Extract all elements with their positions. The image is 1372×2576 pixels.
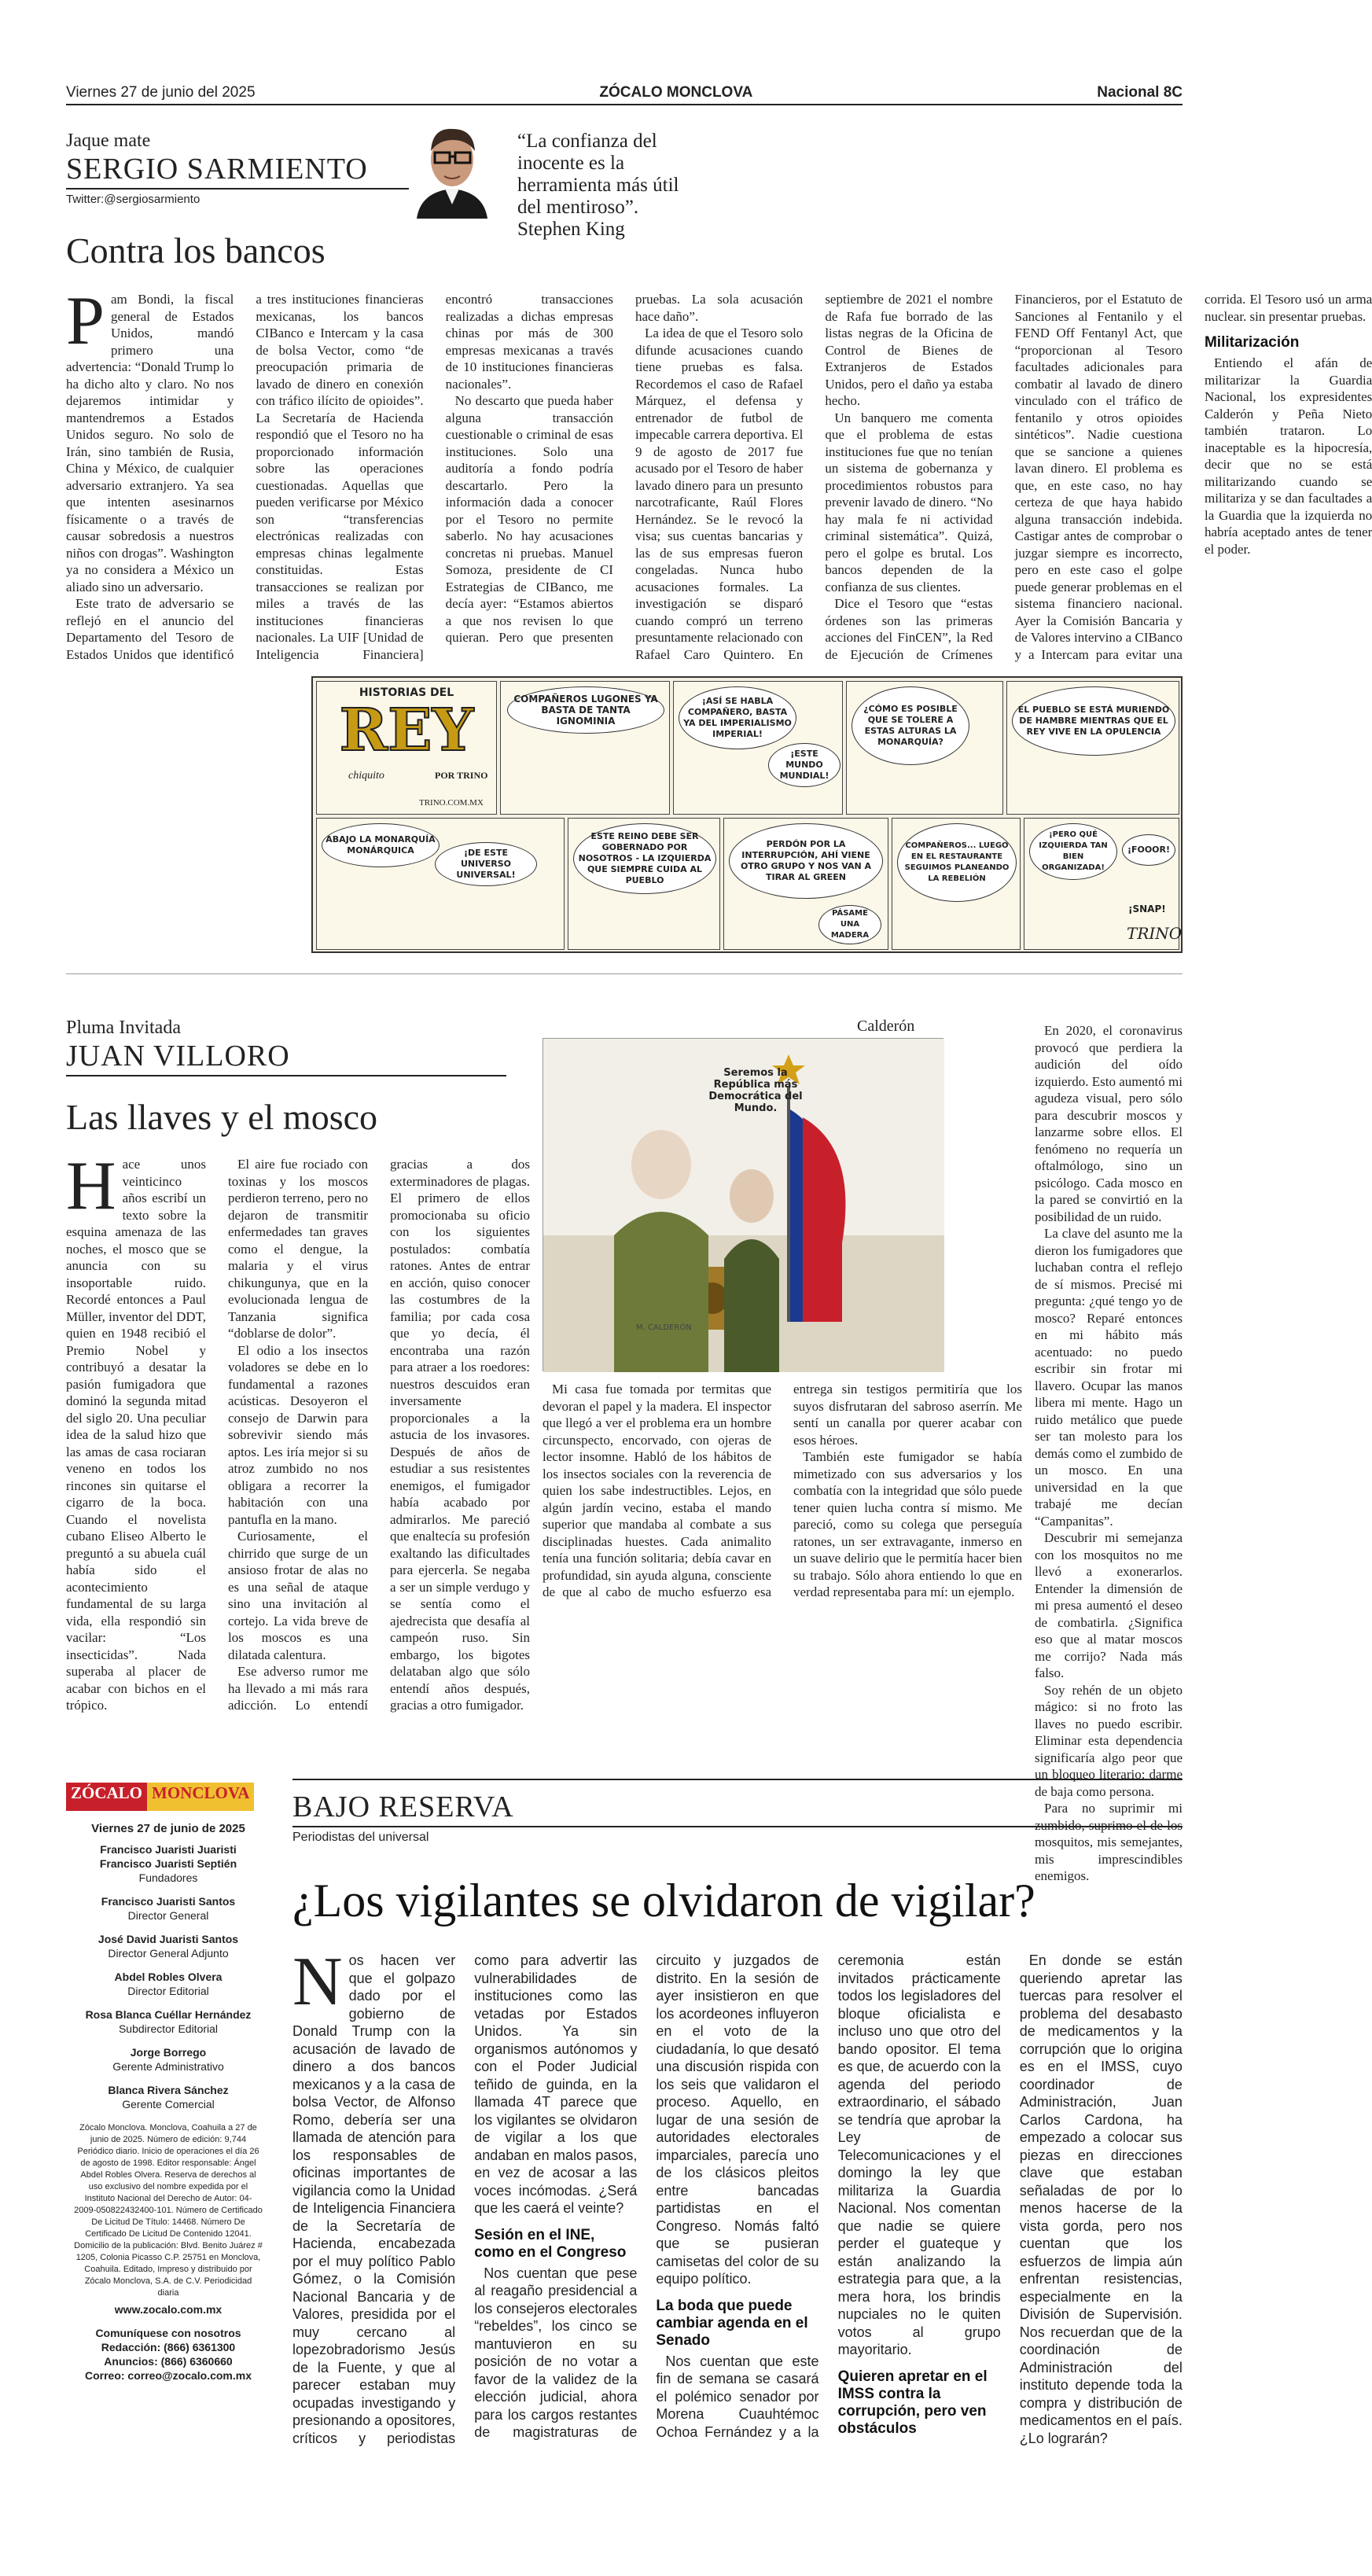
comic-panel — [846, 681, 1003, 815]
cartoon-caption: Seremos la República más Democrática del Mundo. — [708, 1067, 803, 1114]
staff-role: Subdirector Editorial — [118, 2022, 219, 2035]
subhead: Quieren apretar en el IMSS contra la corrupción, pero ven obstáculos — [837, 2368, 988, 2437]
author-photo — [409, 116, 495, 219]
website: www.zocalo.com.mx — [114, 2303, 223, 2316]
drop-cap: N — [292, 1944, 343, 2020]
masthead-logo — [66, 1783, 270, 1811]
comic-title-big: REY — [339, 697, 474, 764]
epigraph — [517, 131, 690, 241]
column-kicker: Jaque mate — [66, 131, 151, 151]
paragraph: Un banquero me comenta que el problema de estas instituciones fue que no tenían un sistema de gobernanza y procedimientos robustos para prevenir lavado de dinero. “No hay mala fe ni actividad criminal sistemática”. Quizá, pero el golpe es brutal. Los bancos dependen de la confianza de sus clientes. — [825, 410, 993, 594]
masthead-sidebar — [66, 1783, 270, 2549]
article-right-column — [1035, 1022, 1183, 1883]
column-kicker: Pluma Invitada — [66, 1018, 181, 1038]
comic-panel — [1006, 681, 1179, 815]
header-paper: ZÓCALO MONCLOVA — [599, 84, 753, 101]
author-twitter: Twitter:@sergiosarmiento — [66, 193, 200, 206]
header-section: Nacional 8C — [1097, 84, 1183, 101]
article-left-columns — [66, 1148, 530, 1728]
speech-bubble: EL PUEBLO SE ESTÁ MURIENDO DE HAMBRE MIENTRAS QUE EL REY VIVE EN LA OPULENCIA — [1012, 686, 1175, 756]
comic-panel — [1024, 818, 1183, 950]
speech-bubble: ¡ESTE MUNDO MUNDIAL! — [768, 743, 840, 787]
contact-line: Anuncios: (866) 6360660 — [104, 2355, 233, 2368]
staff-role: Director General — [127, 1909, 209, 1922]
comic-byline: POR TRINO — [435, 770, 488, 781]
paragraph: Nos cuentan que pese al reagaño presidencial a los consejeros electorales “rebeldes”, los cinco se mantuvieron en su posición de no votar a favor de la validez de la elección judicial, ahora para los cargos restantes de magistraturas de circuito y juzgados de distrito. En la sesión de ayer insistieron en que los acordeones influyeron en el voto de la ciudadanía, lo que desató una discusión rispida con los seis que validaron el proceso. Aquello, en lugar de una sesión de autoridades electorales imparciales, parecía uno de los clásicos pleitos entre bancadas partidistas en el Congreso. Nomás faltó que se pusieran camisetas del color de su equipo político. — [474, 1952, 819, 2440]
staff-name: Rosa Blanca Cuéllar Hernández — [85, 2008, 252, 2021]
staff-role: Gerente Comercial — [122, 2098, 215, 2110]
speech-bubble: ESTE REINO DEBE SER GOBERNADO POR NOSOTROS - LA IZQUIERDA QUE SIEMPRE CUIDA AL PUEBLO — [573, 823, 716, 894]
staff-name: Jorge Borrego — [130, 2046, 207, 2059]
staff-name: Abdel Robles Olvera — [114, 1971, 223, 1983]
paragraph: El aire fue rociado con toxinas y los moscos perdieron terreno, pero no dejaron de transmitir enfermedades tan graves como el dengue, la malaria y el virus chikungunya, que en la evolucionada lengua de Tanzania significa “doblarse de dolor”. — [228, 1157, 368, 1341]
paragraph: os hacen ver que el golpazo dado por el gobierno de Donald Trump con la acusación de lavado de dinero a dos bancos mexicanos y a la casa de bolsa Vector, de Alfonso Romo, debería ser una llamada de atención para los responsables de oficinas importantes de vigilancia como la Unidad de Inteligencia Financiera de la Secretaría de Hacienda, encabezada por el muy político Pablo Gómez, o la Comisión Nacional Bancaria y de Valores, presidida por el muy cercano al lopezobradorismo Jesús de la Fuente, y que al parecer estaban muy ocupadas investigando y presionando a opositores, críticos y periodistas como para advertir las vulnerabilidades de instituciones como las vetadas por Estados Unidos. Ya sin organismos autónomos y con el Poder Judicial teñido de guinda, en la llamada 4T parece que los vigilantes se olvidaron de vigilar a los que andaban en malos pasos, en vez de acosar a las voces incómodas. ¿Será que les caerá el veinte? — [292, 1952, 638, 2446]
column-author: JUAN VILLORO — [66, 1039, 506, 1076]
founder-name: Francisco Juaristi Septién — [99, 1857, 237, 1870]
cartoonist-name: Calderón — [857, 1018, 915, 1035]
header-date: Viernes 27 de junio del 2025 — [66, 84, 256, 101]
comic-subtitle: chiquito — [348, 770, 384, 782]
paragraph: No descarto que pueda haber alguna transacción cuestionable o criminal de esas instituciones. Solo una auditoría a fondo podría descartarlo. Pero la información dada a conocer por el Tesoro no permite saberlo. No hay acusaciones concretas ni pruebas. Manuel Somoza, presidente de CI Estrategias de CIBanco, me decía ayer: “Estamos abiertos a que nos revisen lo que quieran. Pero que presenten pruebas. La sola acusación hace daño”. — [445, 292, 804, 645]
comic-panel — [673, 681, 843, 815]
legal-notice: Zócalo Monclova. Monclova, Coahuila a 27 de junio de 2025. Número de edición: 9,744 Periódico diario. Inicio de operaciones el día 26 de agosto de 1998. Editor responsable: Ángel Abdel Robles Olvera. Reserva de derechos al uso exclusivo del nombre expedida por el Instituto Nacional del Derecho de Autor: 04-2009-050822432400-101. Número de Certificado De Licitud De Título: 14468. Número De Certificado De Licitud De Contenido 12041. Domicilio de la publicación: Blvd. Benito Juárez # 1205, Colonia Picasso C.P. 25751 en Monclova, Coahuila. Editado, Impreso y distribuido por Zócalo Monclova, S.A. de C.V. Periodicidad diaria — [74, 2123, 263, 2298]
column-byline — [66, 1018, 506, 1076]
paragraph: am Bondi, la fiscal general de Estados Unidos, mandó primero una advertencia: “Donald Trump lo ha dicho alto y claro. No nos dejaremos intimidar y mantendremos a Estados Unidos seguro. No solo de Irán, sino también de Rusia, China y México, de cualquier adversario extranjero. Ya sea que intenten asesinarnos físicamente o a través de causar sobredosis a nuestros niños con drogas”. Washington ya no considera a México un aliado sino un adversario. — [66, 292, 234, 594]
comic-strip — [311, 676, 1183, 953]
speech-bubble: COMPAÑEROS... LUEGO EN EL RESTAURANTE SEGUIMOS PLANEANDO LA REBELIÓN — [897, 823, 1017, 902]
speech-bubble: PÁSAME UNA MADERA — [818, 905, 881, 944]
paragraph: ace unos veinticinco años escribí un texto sobre la esquina amenaza de las noches, el mosco que se anuncia con su insoportable ruido. Recordé entonces a Paul Müller, inventor del DDT, quien en 1948 recibió el Premio Nobel y contribuyó a desatar la pasión fumigadora que dominó la segunda mitad del siglo 20. Una peculiar idea de la salud hizo que las amas de casa rociaran veneno en todos los rincones sin quitarse el cigarro de la boca. Cuando el novelista cubano Eliseo Alberto le preguntó a su abuela cuál había sido el acontecimiento fundamental de su larga vida, ella respondió sin vacilar: “Los insecticidas”. Nada superaba al placer de acabar con bichos en el trópico. — [66, 1157, 206, 1713]
subhead: Sesión en el INE, como en el Congreso — [474, 2226, 627, 2261]
founders-role: Fundadores — [138, 1871, 198, 1884]
section-title: BAJO RESERVA — [292, 1790, 1183, 1827]
section-subtitle: Periodistas del universal — [292, 1831, 429, 1844]
logo-part-zocalo: ZÓCALO — [66, 1783, 147, 1811]
drop-cap: P — [66, 283, 105, 359]
article-title: Contra los bancos — [66, 230, 326, 270]
contact-title: Comuníquese con nosotros — [95, 2327, 241, 2339]
subhead: La boda que puede cambiar agenda en el Senado — [656, 2297, 808, 2349]
article-body-bajo-reserva — [292, 1944, 1183, 2549]
comic-panel — [316, 818, 565, 950]
paragraph: Nos cuentan que este fin de semana se casará el polémico senador por Morena Cuauhtémoc Ochoa Fernández y a la ceremonia están invitados prácticamente todos los legisladores del bloque oficialista e incluso uno que otro del bando opositor. El tema es que, de acuerdo con la agenda del periodo extraordinario, el sábado se tendría que aprobar la Ley de Telecomunicaciones y el domingo la ley que militariza la Guardia Nacional. Nos comentan que nadie se quiere perder el guateque y están analizando la estrategia para que, a la mera hora, los brindis nupciales no le quiten votos al grupo mayoritario. — [656, 1952, 1001, 2440]
speech-bubble: ¡DE ESTE UNIVERSO UNIVERSAL! — [435, 842, 537, 886]
article-body-sarmiento — [66, 283, 1372, 667]
column-author: SERGIO SARMIENTO — [66, 152, 412, 190]
comic-sfx: ¡SNAP! — [1128, 903, 1166, 914]
paragraph: Curiosamente, el chirrido que surge de un ansioso frotar de alas no es una señal de ataque sino una invitación al cortejo. La vida breve de los moscos es una dilatada calentura. — [228, 1529, 368, 1662]
paragraph: Mi casa fue tomada por termitas que devoran el papel y la madera. El inspector que llegó a ver el problema era un hombre circunspecto, encorvado, con ojeras de lector insomne. Habló de los hábitos de los insectos sociales con la reverencia de quien los sabe indestructibles. Lejos, en algún jardín vecino, estaba el mando superior que mandaba al combate a sus disciplinadas huestes. Cada animalito tenía una función solitaria; debía cavar en profundidad, sin ayuda alguna, consciente de que al cabo de mucho esfuerzo esa entrega sin testigos permitiría que los suyos disfrutaran del sabroso aserrín. Me sentí un canalla por querer acabar con esos héroes. — [543, 1382, 1022, 1599]
paragraph: Este trato de adversario se reflejó en el anuncio del Departamento del Tesoro de Estados Unidos que identificó a tres instituciones financieras mexicanas, los bancos CIBanco e Intercam y la casa de bolsa Vector, como “de preocupación primaria de lavado de dinero en conexión con tráfico ilícito de opioides”. La Secretaría de Hacienda respondió que el Tesoro no ha proporcionado información sobre las operaciones cuestionadas. Aquellas que pueden verificarse por México son “transferencias electrónicas realizadas con empresas chinas legalmente constituidas. Estas transacciones se realizan por miles a través de las instituciones financieras nacionales. La UIF [Unidad de Inteligencia Financiera] encontró transacciones realizadas a dichas empresas chinas por más de 300 empresas mexicanas a través de 10 instituciones financieras nacionales”. — [66, 292, 613, 662]
founder-name: Francisco Juaristi Juaristi — [100, 1843, 237, 1856]
paragraph: También este fumigador se había mimetizado con sus adversarios y los combatía con la integridad que sólo puede tener quien lucha contra sí mismo. Me pareció, como su colega que perseguía ratones, un ser extravagante, inmerso en un suave delirio que le permitía hacer bien su trabajo. Sólo ahora entiendo lo que en verdad representaba para mí: un ejemplo. — [793, 1449, 1022, 1599]
column-byline — [66, 131, 412, 206]
staff-role: Director General Adjunto — [108, 1947, 229, 1960]
epigraph-author: Stephen King — [517, 219, 625, 240]
page-header — [66, 82, 1183, 105]
paragraph: La clave del asunto me la dieron los fumigadores que luchaban contra el reflejo de sí mismos. Precisé mi pregunta: ¿qué tengo yo de mosco? Reparé entonces en mi hábito más acentuado: no puedo escribir sin frotar mi llavero. Ocupar las manos libera mi mente. Hago un ruido metálico que puede ser tan molesto para los demás como el zumbido de un mosco. En una universidad en la que trabajé me decían “Campanitas”. — [1035, 1226, 1183, 1529]
contact-line: Correo: correo@zocalo.com.mx — [84, 2369, 252, 2382]
paragraph: Para no suprimir mi zumbido, suprimo el de los mosquitos, mis semejantes, mis imprescindibles enemigos. — [1035, 1801, 1183, 1883]
paragraph: Dice el Tesoro que “estas órdenes son las primeras acciones del FinCEN”, la Red de Ejecución de Crímenes Financieros, por el Estatuto de Sanciones al Fentanilo y el FEND Off Fentanyl Act, que “proporcionan al Tesoro facultades adicionales para combatir al lavado de dinero vinculado con el tráfico de fentanilo y otros opioides sintéticos”. Nadie cuestiona que se sancione a quienes lavan dinero. El problema es que, en este caso, no hay certeza de que haya habido alguna transacción indebida. Castigar antes de comprobar o juzgar siempre es incorrecto, pero en este caso el golpe puede generar problemas en el sistema financiero nacional. Ayer la Comisión Bancaria y de Valores intervino a CIBanco y a Intercam para evitar una corrida. El Tesoro usó un arma nuclear. sin presentar pruebas. — [825, 292, 1372, 662]
comic-panel — [892, 818, 1021, 950]
paragraph: Ese adverso rumor me ha llevado a mi más rara adicción. Lo entendí gracias a dos exterminadores de plagas. El primero de ellos promocionaba su oficio con los siguientes postulados: combatía ratones. Antes de entrar en acción, quiso conocer las costumbres de la familia; por cada cosa que yo decía, él encontraba una razón para atraer a los roedores: nuestros descuidos eran inversamente proporcionales a la astucia de los invasores. Después de años de estudiar a sus resistentes enemigos, el fumigador había acabado por admirarlos. Me pareció que enaltecía su profesión exaltando las dificultades para ejercerla. Se negaba a ser un simple verdugo y se sentía como el ajedrecista que desafía al campeón ruso. Sin embargo, los bigotes delataban algo que sólo entendí años después, gracias a otro fumigador. — [228, 1157, 530, 1713]
comic-panel — [723, 818, 888, 950]
paragraph: La idea de que el Tesoro solo difunde acusaciones cuando tiene pruebas es falsa. Recordemos el caso de Rafael Márquez, el defensa y entrenador de futbol de impecable carrera deportiva. El 9 de agosto de 2017 fue acusado por el Tesoro de haber lavado dinero para un presunto narcotraficante, Raúl Flores Hernández. Se le revocó la visa; sus cuentas bancarias y las de sus empresas fueron congeladas. Nunca hubo acusaciones formales. La investigación se disparó cuando compró un terreno presuntamente relacionado con Rafael Caro Quintero. En septiembre de 2021 el nombre de Rafa fue borrado de las listas negras de la Oficina de Control de Bienes de Extranjeros de Estados Unidos, pero el daño ya estaba hecho. — [635, 292, 993, 662]
article-title: Las llaves y el mosco — [66, 1097, 378, 1137]
comic-signature: TRINO — [1127, 924, 1183, 943]
logo-part-monclova: MONCLOVA — [147, 1783, 254, 1811]
contact-line: Redacción: (866) 6361300 — [101, 2341, 236, 2353]
paragraph: Entiendo el afán de militarizar la Guardia Nacional, los expresidentes Calderón y Peña Nieto también trataron. Lo inaceptable es la hipocresía, decir que no se está militarizando cuando se militariza y se dan facultades a la Guardia que la izquierda no habría aceptado antes de tener el poder. — [1204, 355, 1372, 557]
paragraph: Soy rehén de un objeto mágico: si no froto las llaves no puedo escribir. Eliminar esta dependencia significaría algo peor que un bloqueo literario: darme de baja como persona. — [1035, 1682, 1183, 1799]
paragraph: En donde se están queriendo apretar las tuercas para resolver el problema del desabasto de medicamentos y la corrupción que lo origina es en el IMSS, cuyo coordinador de Administración, Juan Carlos Cardona, ha empezado a colocar sus piezas en direcciones clave que estaban señaladas de por lo menos hacerse de la vista gorda, pero nos cuentan que los esfuerzos de limpia aún enfrentan resistencias, especialmente en la División de Supervisión. Nos recuerdan que de la coordinación de Administración del instituto depende toda la compra y distribución de medicamentos en el país. ¿Lo lograrán? — [1019, 1952, 1183, 2446]
epigraph-quote: “La confianza del inocente es la herramienta más útil del mentiroso”. — [517, 131, 679, 218]
comic-panel — [500, 681, 670, 815]
speech-bubble: ¡PERO QUÉ IZQUIERDA TAN BIEN ORGANIZADA! — [1029, 823, 1117, 880]
comic-title-small: HISTORIAS DEL — [359, 686, 454, 699]
staff-role: Director Editorial — [127, 1985, 209, 1997]
paragraph: El odio a los insectos voladores se debe en lo fundamental a razones acústicas. Desoyeron el consejo de Darwin para sobrevivir siendo más aptos. Les iría mejor si su atroz zumbido no nos obligara a recorrer la habitación con una pantufla en la mano. — [228, 1342, 368, 1527]
speech-bubble: ¿CÓMO ES POSIBLE QUE SE TOLERE A ESTAS ALTURAS LA MONARQUÍA? — [852, 686, 969, 765]
article-mid-columns — [543, 1381, 1022, 1728]
staff-name: José David Juaristi Santos — [97, 1933, 239, 1945]
comic-panel — [568, 818, 720, 950]
comic-title-panel — [316, 681, 497, 815]
paragraph: En 2020, el coronavirus provocó que perdiera la audición del oído izquierdo. Esto aumentó mi agudeza visual, pero sólo para descubrir moscos y lanzarme sobre ellos. El fenómeno no requería un oftalmólogo, sino un psicólogo. Cada mosco en la pared se convirtió en la posibilidad de un ruido. — [1035, 1023, 1183, 1224]
bajo-reserva-header — [292, 1779, 1183, 1845]
speech-bubble: PERDÓN POR LA INTERRUPCIÓN, AHÍ VIENE OTRO GRUPO Y NOS VAN A TIRAR AL GREEN — [729, 823, 883, 899]
speech-bubble: ¡FOOOR! — [1122, 834, 1175, 866]
speech-bubble: COMPAÑEROS LUGONES YA BASTA DE TANTA IGNOMINIA — [507, 686, 664, 734]
comic-site: TRINO.COM.MX — [419, 798, 484, 808]
section-divider — [66, 973, 1183, 974]
subhead: Militarización — [1204, 334, 1300, 351]
paragraph: Descubrir mi semejanza con los mosquitos no me llevó a exonerarlos. Entender la dimensión de mi presa aumentó el deseo de combatirla. ¿Significa eso que al matar moscos me corrijo? Nada más falso. — [1035, 1530, 1183, 1680]
article-title: ¿Los vigilantes se olvidaron de vigilar? — [292, 1875, 1035, 1926]
masthead-date: Viernes 27 de junio de 2025 — [91, 1822, 245, 1835]
cartoon-signature: M. CALDERÓN — [636, 1323, 692, 1332]
drop-cap: H — [66, 1148, 116, 1224]
speech-bubble: ABAJO LA MONARQUÍA MONÁRQUICA — [322, 823, 440, 867]
speech-bubble: ¡ASÍ SE HABLA COMPAÑERO, BASTA YA DEL IMPERIALISMO IMPERIAL! — [679, 686, 796, 749]
staff-name: Francisco Juaristi Santos — [101, 1895, 236, 1908]
staff-name: Blanca Rivera Sánchez — [108, 2084, 229, 2096]
staff-role: Gerente Administrativo — [112, 2060, 224, 2073]
